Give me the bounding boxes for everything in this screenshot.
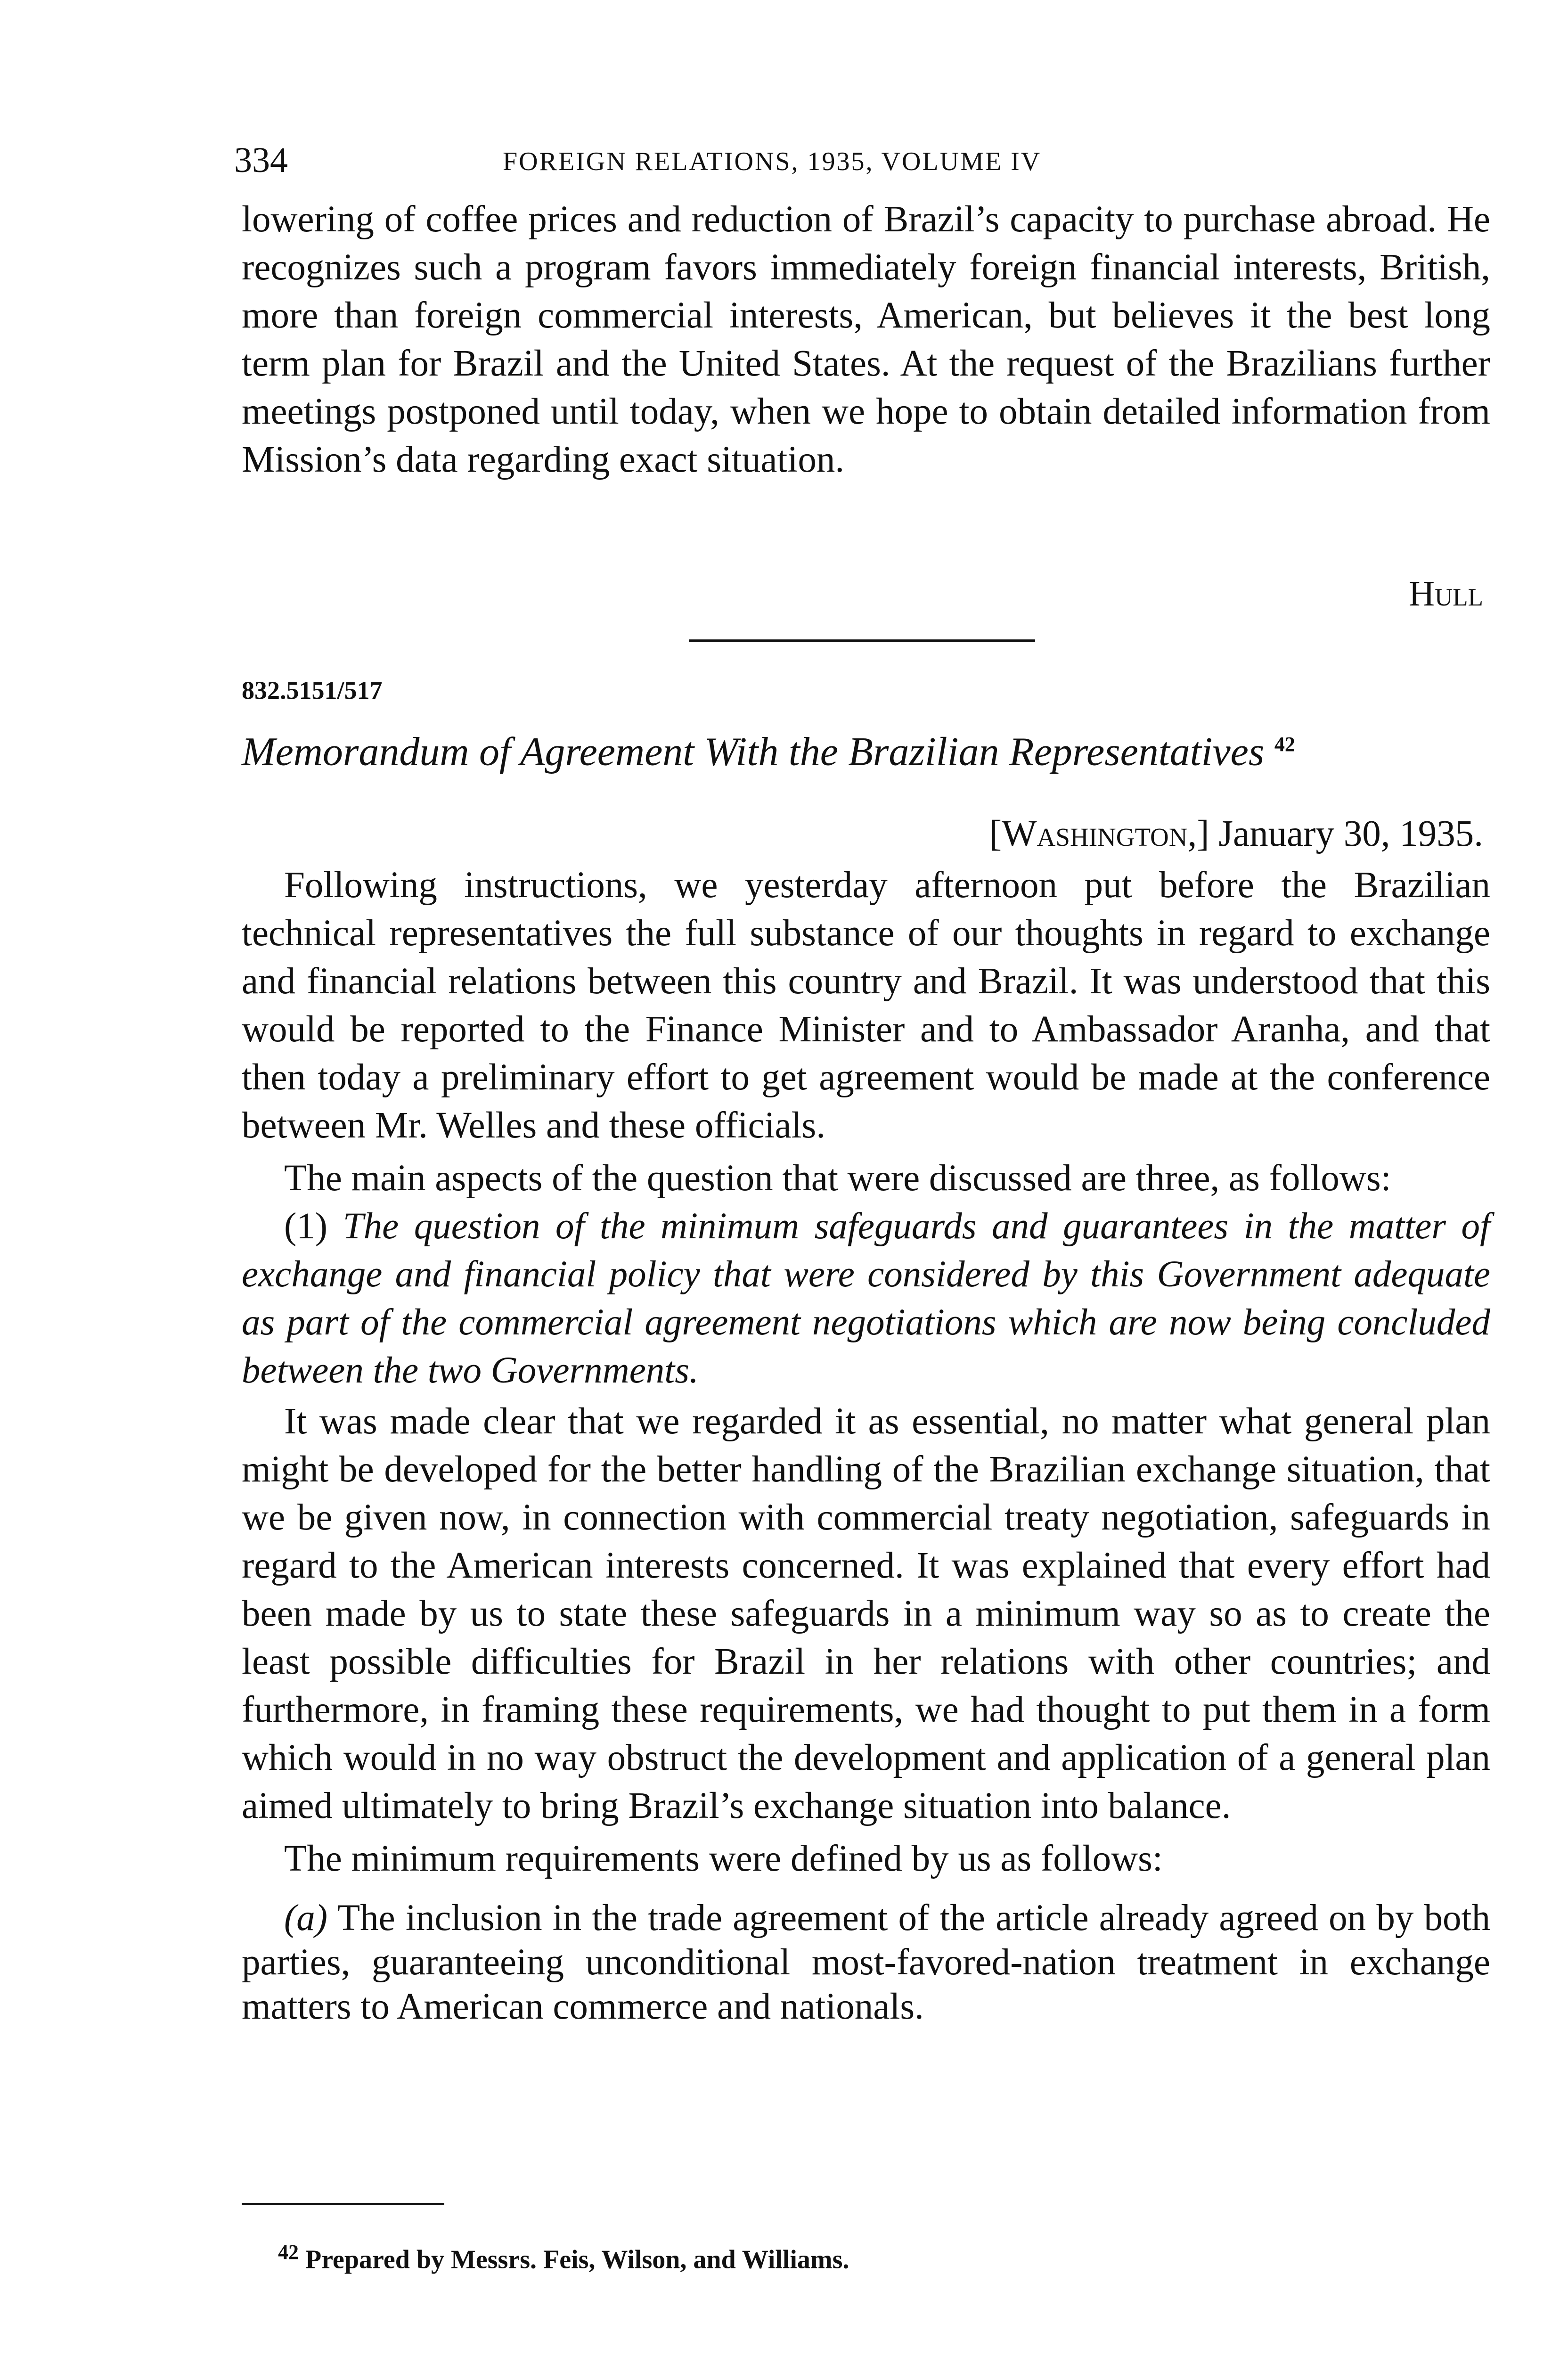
item-a-text: The inclusion in the trade agreement of the article already agreed on by both parties, guaranteeing unconditional most-favored-nation treatment in exchange matters to American commerce and nationals. [242, 1898, 1491, 2027]
running-head: FOREIGN RELATIONS, 1935, VOLUME IV [503, 147, 1042, 176]
dateline: [Washington,] January 30, 1935. [989, 813, 1483, 854]
footnote-mark: 42 [278, 2241, 299, 2264]
item-1-text: The question of the minimum safeguards and guarantees in the matter of exchange and financial policy that were considered by this Government adequate as part of the commercial agreement negotiations which are now being concluded between the two Governments. [242, 1206, 1491, 1391]
footnote-reference: 42 [1274, 733, 1295, 756]
paragraph-4: It was made clear that we regarded it as essential, no matter what general plan might be developed for the better handling of the Brazilian exchange situation, that we be given now, in connection with commercial treaty negotiation, safeguards in regard to the American interests concerned. It was explained that every effort had been made by us to state these safeguards in a minimum way so as to create the least possible difficulties for Brazil in her relations with other countries; and furthermore, in framing these requirements, we had thought to put them in a form which would in no way obstruct the development and application of a general plan aimed ultimately to bring Brazil’s exchange situation into balance. [242, 1401, 1490, 1826]
top-paragraph: lowering of coffee prices and reduction of Brazil’s capacity to purchase abroad. He recognizes such a program favors immediately foreign financial interests, British, more than foreign commercial interests, American, but believes it the best long term plan for Brazil and the United States. At the request of the Brazilians further meetings postponed until today, when we hope to obtain detailed information from Mission’s data regarding exact situation. [242, 199, 1490, 480]
item-a-label: (a) [284, 1898, 328, 1939]
page-header [234, 137, 1487, 184]
file-number: 832.5151/517 [242, 676, 383, 704]
paragraph-1: Following instructions, we yesterday afternoon put before the Brazilian technical representatives the full substance of our thoughts in regard to exchange and financial relations between this country and Brazil. It was understood that this would be reported to the Finance Minister and to Ambassador Aranha, and that then today a preliminary effort to get agreement would be made at the conference between Mr. Welles and these officials. [242, 865, 1490, 1146]
paragraph-5: The minimum requirements were defined by us as follows: [284, 1838, 1163, 1879]
section-divider [689, 639, 1035, 642]
memo-title-text: Memorandum of Agreement With the Brazilian Representatives [242, 728, 1265, 774]
footnote-text: Prepared by Messrs. Feis, Wilson, and Williams. [305, 2245, 849, 2274]
page-number: 334 [234, 140, 288, 180]
dateline-place: Washington [1002, 813, 1188, 854]
memo-title [242, 719, 1490, 777]
paragraph-6 [242, 1896, 1490, 2029]
paragraph-3 [242, 1203, 1490, 1395]
paragraph-2: The main aspects of the question that were discussed are three, as follows: [284, 1158, 1391, 1199]
memo-body [242, 861, 1490, 2029]
item-1-number: (1) [284, 1206, 328, 1247]
continued-text [242, 196, 1490, 484]
signature: Hull [1409, 574, 1483, 614]
dateline-date: January 30, 1935. [1218, 813, 1483, 854]
footnote-divider [242, 2203, 444, 2205]
footnote [278, 2231, 849, 2281]
